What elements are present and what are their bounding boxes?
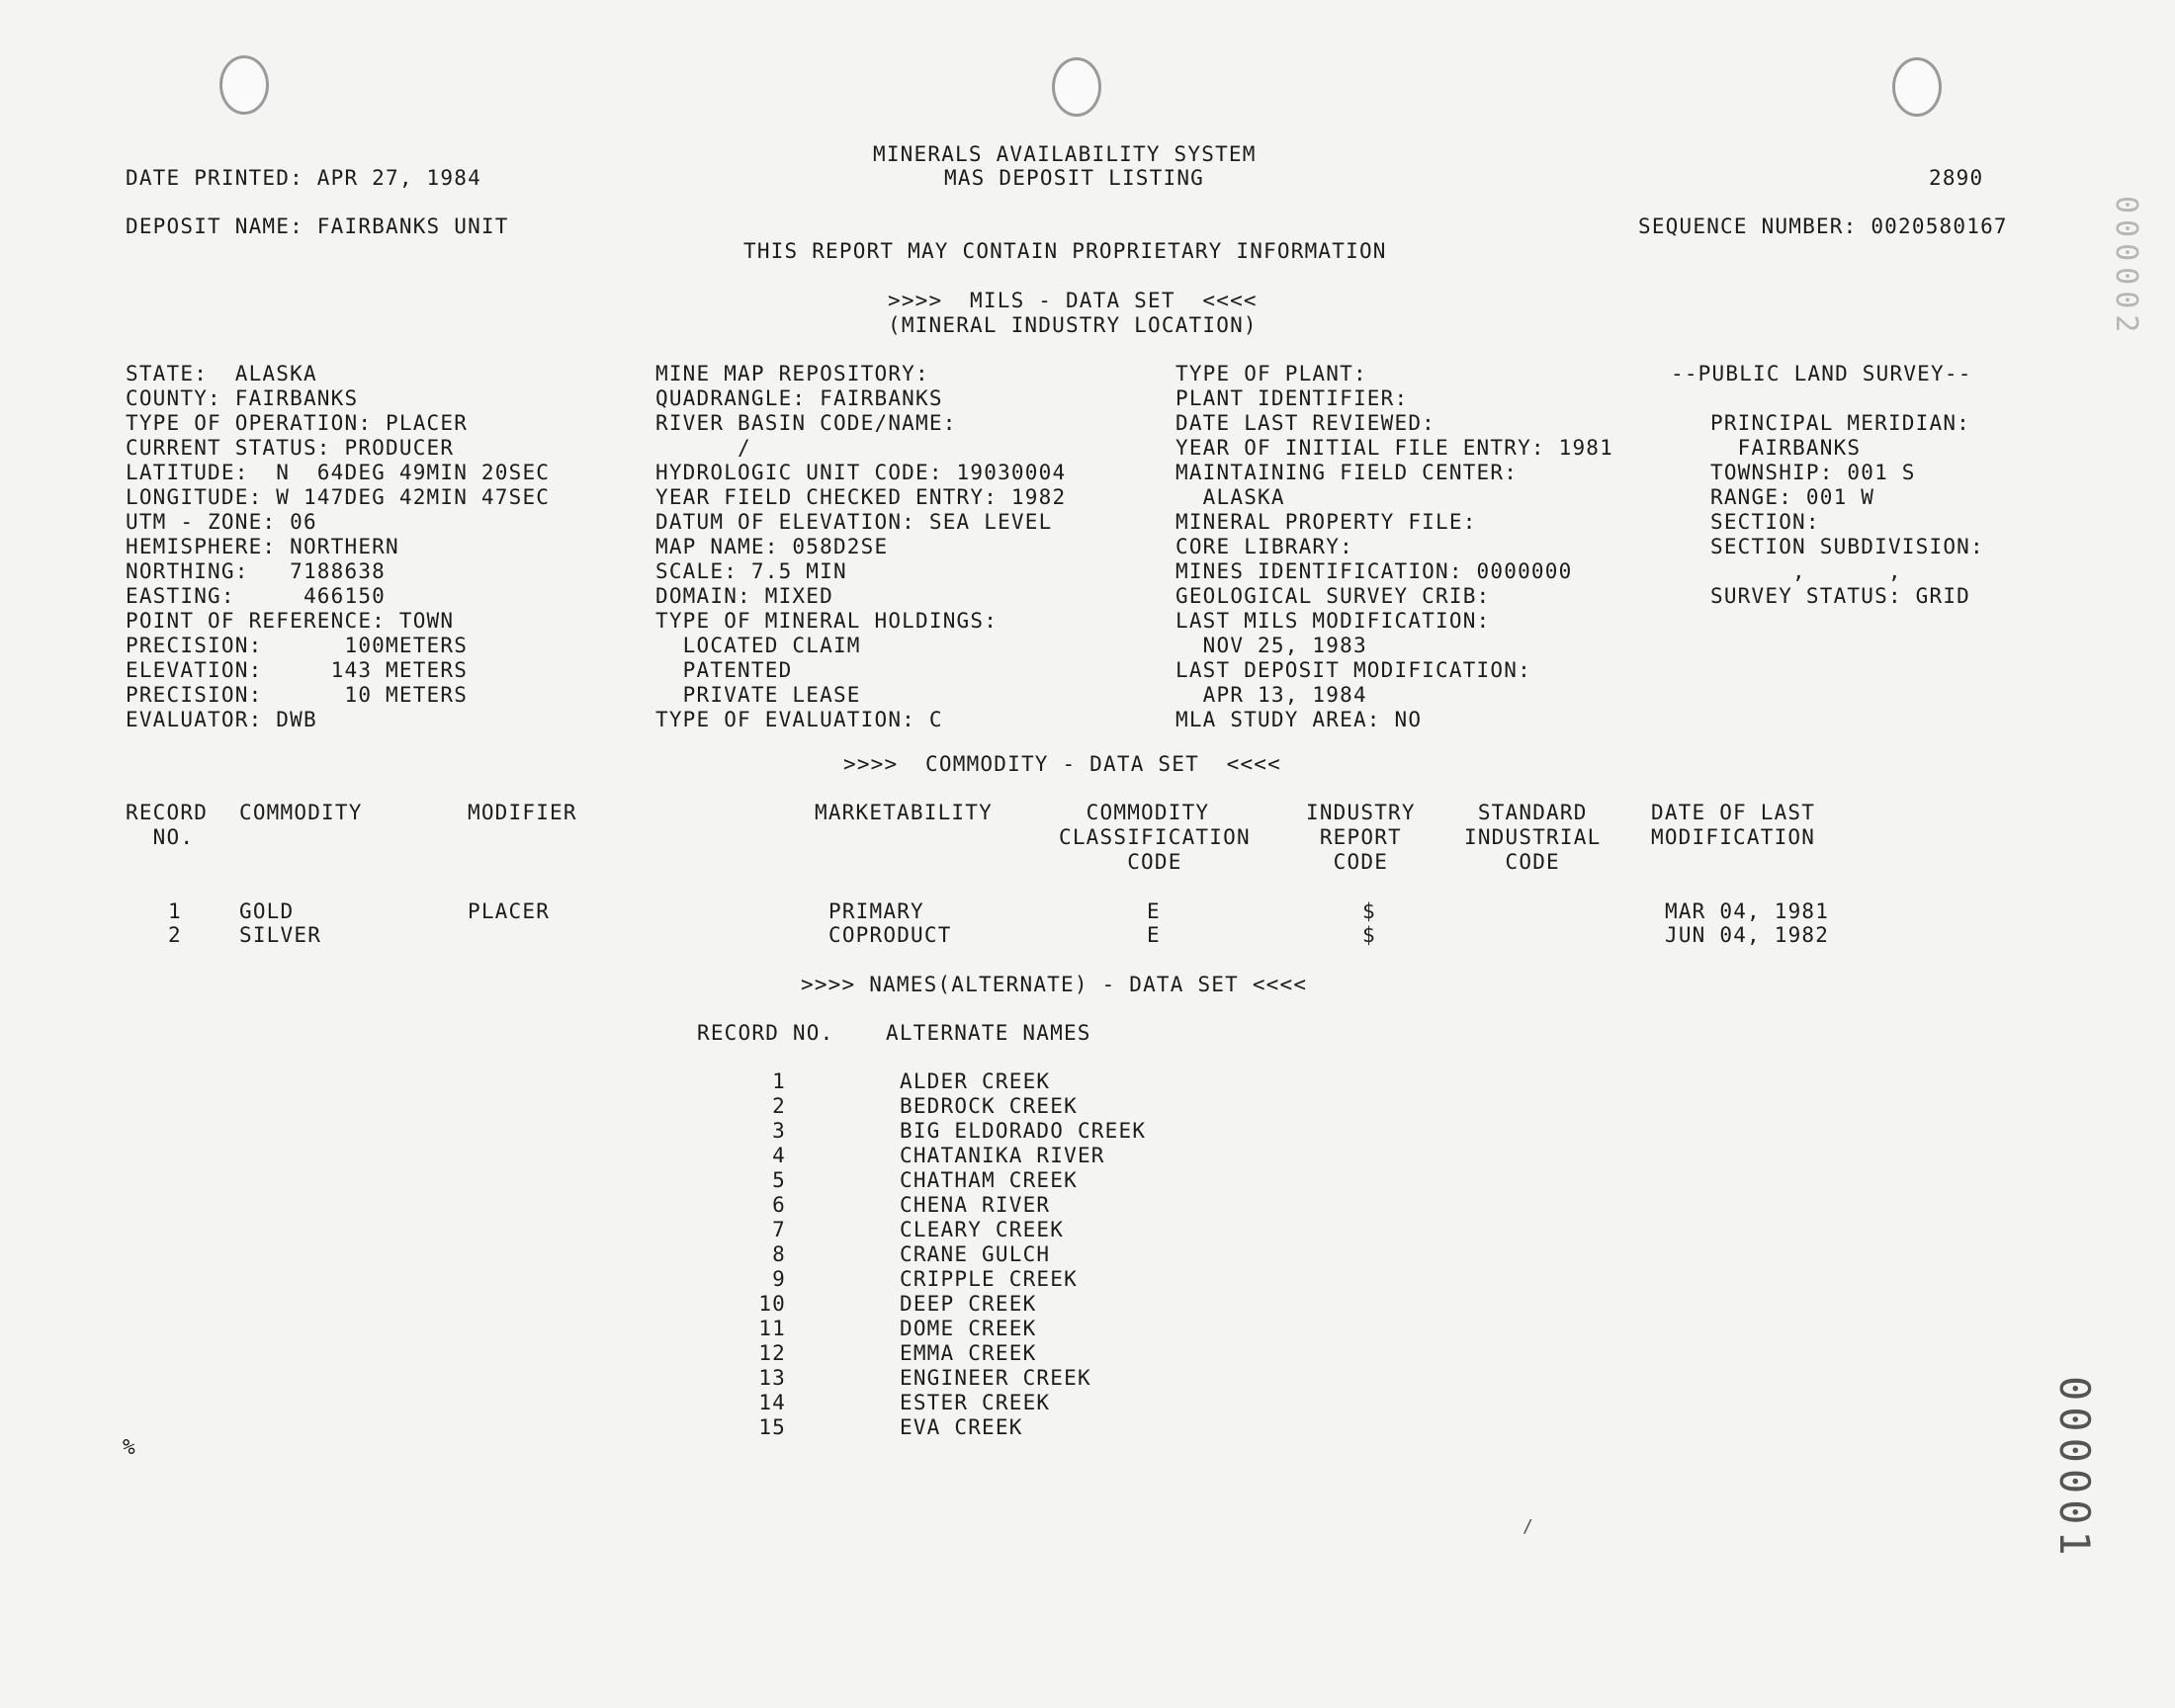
commodity-marketability: COPRODUCT <box>828 923 952 947</box>
col-header-modifier: MODIFIER <box>468 801 577 824</box>
system-title: MINERALS AVAILABILITY SYSTEM <box>873 142 1257 166</box>
names-record-no: 9 <box>772 1267 786 1291</box>
commodity-date: MAR 04, 1981 <box>1665 899 1830 923</box>
mils-field: MAP NAME: 058D2SE <box>655 535 889 558</box>
commodity-date: JUN 04, 1982 <box>1665 923 1830 947</box>
survey-field: SECTION SUBDIVISION: <box>1710 535 1984 558</box>
mils-field: DATUM OF ELEVATION: SEA LEVEL <box>655 510 1053 534</box>
list-item: CRANE GULCH <box>900 1242 1051 1266</box>
names-record-no: 8 <box>772 1242 786 1266</box>
commodity-modifier: PLACER <box>468 899 551 923</box>
names-record-no: 12 <box>758 1341 786 1365</box>
page-stamp-top: 000002 <box>2109 196 2143 339</box>
mils-field: LOCATED CLAIM <box>655 634 861 657</box>
page-stamp-bottom: 000001 <box>2050 1376 2099 1562</box>
mils-field: COUNTY: FAIRBANKS <box>126 386 359 410</box>
mils-field: UTM - ZONE: 06 <box>126 510 317 534</box>
commodity-name: SILVER <box>239 923 322 947</box>
mils-field: POINT OF REFERENCE: TOWN <box>126 609 455 633</box>
col-header-classification: COMMODITY CLASSIFICATION CODE <box>1059 801 1251 874</box>
mils-field: CORE LIBRARY: <box>1175 535 1353 558</box>
names-record-no: 3 <box>772 1119 786 1143</box>
list-item: CHATANIKA RIVER <box>900 1144 1105 1167</box>
mils-column-land-survey <box>1671 362 1984 609</box>
mils-field: YEAR FIELD CHECKED ENTRY: 1982 <box>655 485 1067 509</box>
mils-field: TYPE OF OPERATION: PLACER <box>126 411 469 435</box>
survey-field: PRINCIPAL MERIDIAN: <box>1710 411 1971 435</box>
names-record-no: 11 <box>758 1317 786 1340</box>
mils-field: CURRENT STATUS: PRODUCER <box>126 436 455 460</box>
mils-field: ALASKA <box>1175 485 1285 509</box>
list-item: CLEARY CREEK <box>900 1218 1065 1241</box>
mils-column-location <box>126 362 550 732</box>
punch-hole-right <box>1892 57 1942 117</box>
names-list-column <box>900 1069 1146 1440</box>
mils-field: TYPE OF MINERAL HOLDINGS: <box>655 609 999 633</box>
list-item: EVA CREEK <box>900 1415 1023 1439</box>
list-item: ENGINEER CREEK <box>900 1366 1091 1390</box>
names-header-alternate: ALTERNATE NAMES <box>886 1021 1091 1045</box>
names-record-no: 1 <box>772 1069 786 1093</box>
commodity-record-no: 2 <box>168 923 182 947</box>
mils-field: MINE MAP REPOSITORY: <box>655 362 929 385</box>
mils-field: GEOLOGICAL SURVEY CRIB: <box>1175 584 1491 608</box>
mils-field: PRIVATE LEASE <box>655 683 861 707</box>
names-record-no: 13 <box>758 1366 786 1390</box>
survey-field: TOWNSHIP: 001 S <box>1710 461 1916 484</box>
mils-field: STATE: ALASKA <box>126 362 317 385</box>
mils-field: RIVER BASIN CODE/NAME: <box>655 411 957 435</box>
date-printed: DATE PRINTED: APR 27, 1984 <box>126 166 481 190</box>
survey-field: FAIRBANKS <box>1710 436 1862 460</box>
mils-field: LONGITUDE: W 147DEG 42MIN 47SEC <box>126 485 551 509</box>
mils-field: MAINTAINING FIELD CENTER: <box>1175 461 1519 484</box>
survey-field: RANGE: 001 W <box>1710 485 1875 509</box>
mils-field: / <box>655 436 751 460</box>
mils-column-plant <box>1175 362 1613 732</box>
commodity-name: GOLD <box>239 899 295 923</box>
survey-field: SECTION: <box>1710 510 1820 534</box>
list-item: EMMA CREEK <box>900 1341 1037 1365</box>
mils-field: QUADRANGLE: FAIRBANKS <box>655 386 943 410</box>
commodity-industry-code: $ <box>1362 923 1376 947</box>
deposit-name: DEPOSIT NAME: FAIRBANKS UNIT <box>126 214 509 238</box>
names-record-no: 6 <box>772 1193 786 1217</box>
mils-field: MLA STUDY AREA: NO <box>1175 708 1423 731</box>
col-header-record: RECORD NO. <box>126 801 209 849</box>
proprietary-notice: THIS REPORT MAY CONTAIN PROPRIETARY INFORMATION <box>743 239 1387 263</box>
stray-mark: / <box>1522 1516 1535 1537</box>
mils-field: HYDROLOGIC UNIT CODE: 19030004 <box>655 461 1067 484</box>
mils-column-map <box>655 362 1066 732</box>
mils-field: LAST DEPOSIT MODIFICATION: <box>1175 658 1531 682</box>
mils-field: PLANT IDENTIFIER: <box>1175 386 1409 410</box>
col-header-date: DATE OF LAST MODIFICATION <box>1651 801 1816 849</box>
list-item: DOME CREEK <box>900 1317 1037 1340</box>
names-title: >>>> NAMES(ALTERNATE) - DATA SET <<<< <box>801 973 1308 996</box>
survey-field: , , <box>1710 559 1902 583</box>
punch-hole-center <box>1052 57 1101 117</box>
list-item: BIG ELDORADO CREEK <box>900 1119 1147 1143</box>
names-record-column <box>712 1069 786 1440</box>
mils-field: NOV 25, 1983 <box>1175 634 1367 657</box>
names-record-no: 14 <box>758 1391 786 1414</box>
mils-subtitle: (MINERAL INDUSTRY LOCATION) <box>888 313 1258 337</box>
names-record-no: 10 <box>758 1292 786 1316</box>
survey-field: SURVEY STATUS: GRID <box>1710 584 1971 608</box>
col-header-marketability: MARKETABILITY <box>815 801 993 824</box>
mils-field: DOMAIN: MIXED <box>655 584 833 608</box>
mils-field: EVALUATOR: DWB <box>126 708 317 731</box>
names-header-record: RECORD NO. <box>697 1021 834 1045</box>
page-number: 2890 <box>1929 166 1984 190</box>
mils-field: TYPE OF PLANT: <box>1175 362 1367 385</box>
mils-field: ELEVATION: 143 METERS <box>126 658 469 682</box>
mils-field: LAST MILS MODIFICATION: <box>1175 609 1491 633</box>
mils-title: >>>> MILS - DATA SET <<<< <box>888 289 1258 312</box>
names-record-no: 7 <box>772 1218 786 1241</box>
listing-title: MAS DEPOSIT LISTING <box>944 166 1205 190</box>
col-header-commodity: COMMODITY <box>239 801 363 824</box>
list-item: ALDER CREEK <box>900 1069 1051 1093</box>
footer-mark: % <box>123 1435 136 1459</box>
mils-field: HEMISPHERE: NORTHERN <box>126 535 399 558</box>
mils-field: MINES IDENTIFICATION: 0000000 <box>1175 559 1573 583</box>
commodity-marketability: PRIMARY <box>828 899 924 923</box>
names-record-no: 5 <box>772 1168 786 1192</box>
col-header-industry: INDUSTRY REPORT CODE <box>1306 801 1416 874</box>
list-item: ESTER CREEK <box>900 1391 1051 1414</box>
mils-field: MINERAL PROPERTY FILE: <box>1175 510 1477 534</box>
commodity-record-no: 1 <box>168 899 182 923</box>
mils-field: EASTING: 466150 <box>126 584 387 608</box>
list-item: CHENA RIVER <box>900 1193 1051 1217</box>
survey-field: --PUBLIC LAND SURVEY-- <box>1671 362 1972 385</box>
names-record-no: 2 <box>772 1094 786 1118</box>
list-item: DEEP CREEK <box>900 1292 1037 1316</box>
mils-field: NORTHING: 7188638 <box>126 559 387 583</box>
punch-hole-left <box>219 55 269 115</box>
mils-field: DATE LAST REVIEWED: <box>1175 411 1436 435</box>
commodity-title: >>>> COMMODITY - DATA SET <<<< <box>843 752 1281 776</box>
mils-field: LATITUDE: N 64DEG 49MIN 20SEC <box>126 461 551 484</box>
mils-field: PRECISION: 10 METERS <box>126 683 469 707</box>
mils-field: YEAR OF INITIAL FILE ENTRY: 1981 <box>1175 436 1613 460</box>
mils-field: SCALE: 7.5 MIN <box>655 559 847 583</box>
mils-field: APR 13, 1984 <box>1175 683 1367 707</box>
list-item: CRIPPLE CREEK <box>900 1267 1078 1291</box>
survey-field <box>1671 386 1984 411</box>
list-item: CHATHAM CREEK <box>900 1168 1078 1192</box>
sequence-number: SEQUENCE NUMBER: 0020580167 <box>1638 214 2008 238</box>
names-record-no: 4 <box>772 1144 786 1167</box>
col-header-sic: STANDARD INDUSTRIAL CODE <box>1464 801 1602 874</box>
mils-field: PRECISION: 100METERS <box>126 634 469 657</box>
commodity-class-code: E <box>1147 899 1161 923</box>
commodity-class-code: E <box>1147 923 1161 947</box>
mils-field: TYPE OF EVALUATION: C <box>655 708 943 731</box>
mils-field: PATENTED <box>655 658 793 682</box>
names-record-no: 15 <box>758 1415 786 1439</box>
commodity-industry-code: $ <box>1362 899 1376 923</box>
list-item: BEDROCK CREEK <box>900 1094 1078 1118</box>
